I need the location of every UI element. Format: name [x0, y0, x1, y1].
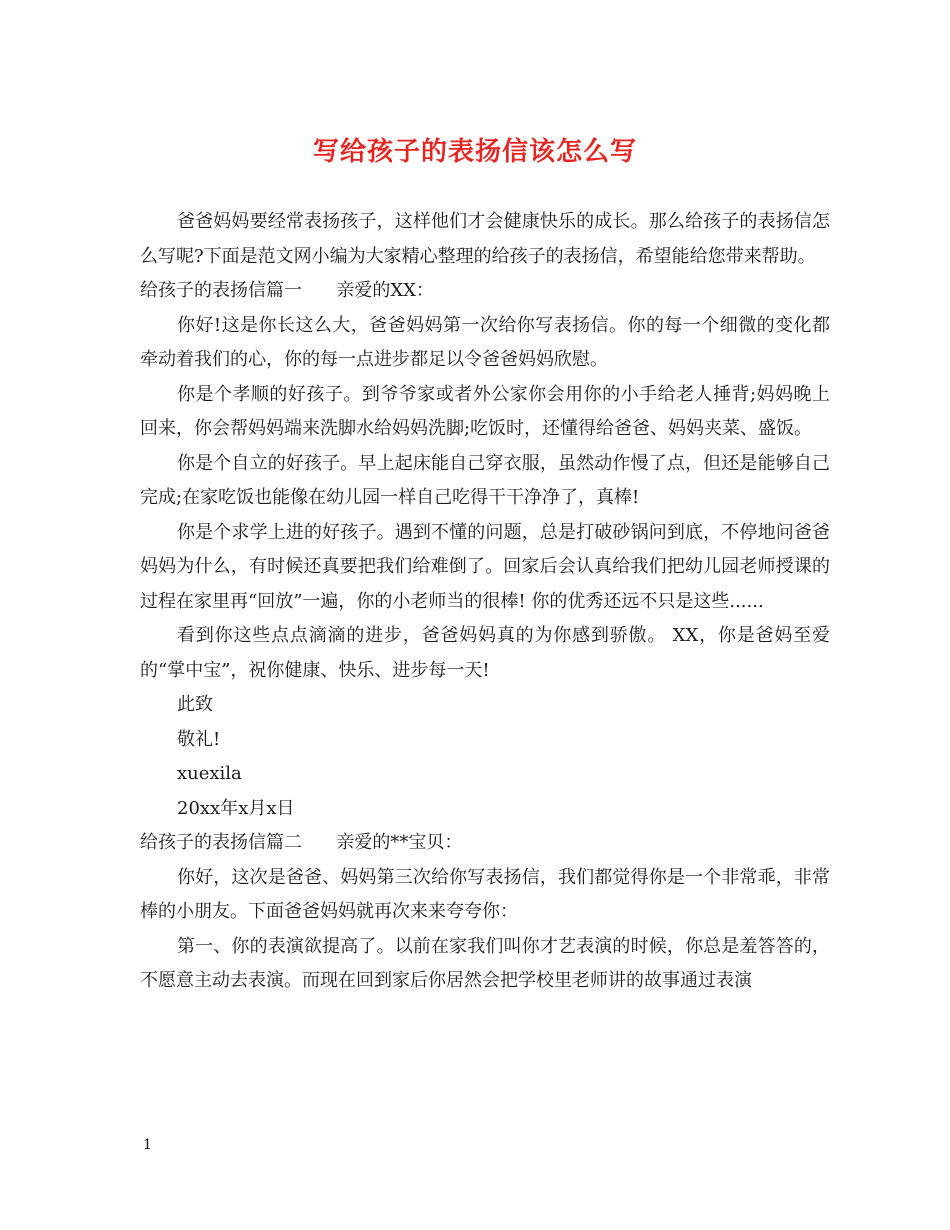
closing-regards: 敬礼! — [177, 728, 221, 750]
closing-salutation: 此致 — [177, 694, 213, 715]
body-paragraph: 看到你这些点点滴滴的进步，爸爸妈妈真的为你感到骄傲。 XX，你是爸妈至爱的“掌中宝”，祝你健康、快乐、进步每一天! — [140, 625, 830, 681]
body-paragraph: 你是个孝顺的好孩子。到爷爷家或者外公家你会用你的小手给老人捶背;妈妈晚上回来，你会帮妈妈端来洗脚水给妈妈洗脚;吃饭时，还懂得给爸爸、妈妈夹菜、盛饭。 — [140, 383, 830, 439]
body-paragraph: 你是个自立的好孩子。早上起床能自己穿衣服，虽然动作慢了点，但还是能够自己完成;在家吃饭也能像在幼儿园一样自己吃得干干净净了，真棒! — [140, 452, 830, 508]
signature: xuexila — [177, 763, 242, 784]
intro-paragraph: 爸爸妈妈要经常表扬孩子，这样他们才会健康快乐的成长。那么给孩子的表扬信怎么写呢?下面是范文网小编为大家精心整理的给孩子的表扬信，希望能给您带来帮助。 — [140, 211, 830, 267]
body-paragraph: 你好!这是你长这么大，爸爸妈妈第一次给你写表扬信。你的每一个细微的变化都牵动着我们的心，你的每一点进步都足以令爸爸妈妈欣慰。 — [140, 314, 830, 370]
letter-body — [140, 205, 830, 999]
section-heading-1: 给孩子的表扬信篇一 亲爱的XX： — [140, 280, 434, 301]
letter-date: 20xx年x月x日 — [177, 797, 295, 819]
body-paragraph: 你是个求学上进的好孩子。遇到不懂的问题，总是打破砂锅问到底，不停地问爸爸妈妈为什么，有时候还真要把我们给难倒了。回家后会认真给我们把幼儿园老师授课的过程在家里再“回放”一遍，你的小老师当的很棒! 你的优秀还远不只是这些...... — [140, 521, 830, 612]
body-paragraph: 你好，这次是爸爸、妈妈第三次给你写表扬信，我们都觉得你是一个非常乖，非常棒的小朋友。下面爸爸妈妈就再次来来夸夸你： — [140, 866, 830, 922]
body-paragraph: 第一、你的表演欲提高了。以前在家我们叫你才艺表演的时候，你总是羞答答的，不愿意主动去表演。而现在回到家后你居然会把学校里老师讲的故事通过表演 — [140, 935, 830, 991]
section-heading-2: 给孩子的表扬信篇二 亲爱的**宝贝： — [140, 832, 463, 853]
document-title: 写给孩子的表扬信该怎么写 — [312, 137, 637, 167]
page-number: 1 — [143, 1137, 152, 1153]
